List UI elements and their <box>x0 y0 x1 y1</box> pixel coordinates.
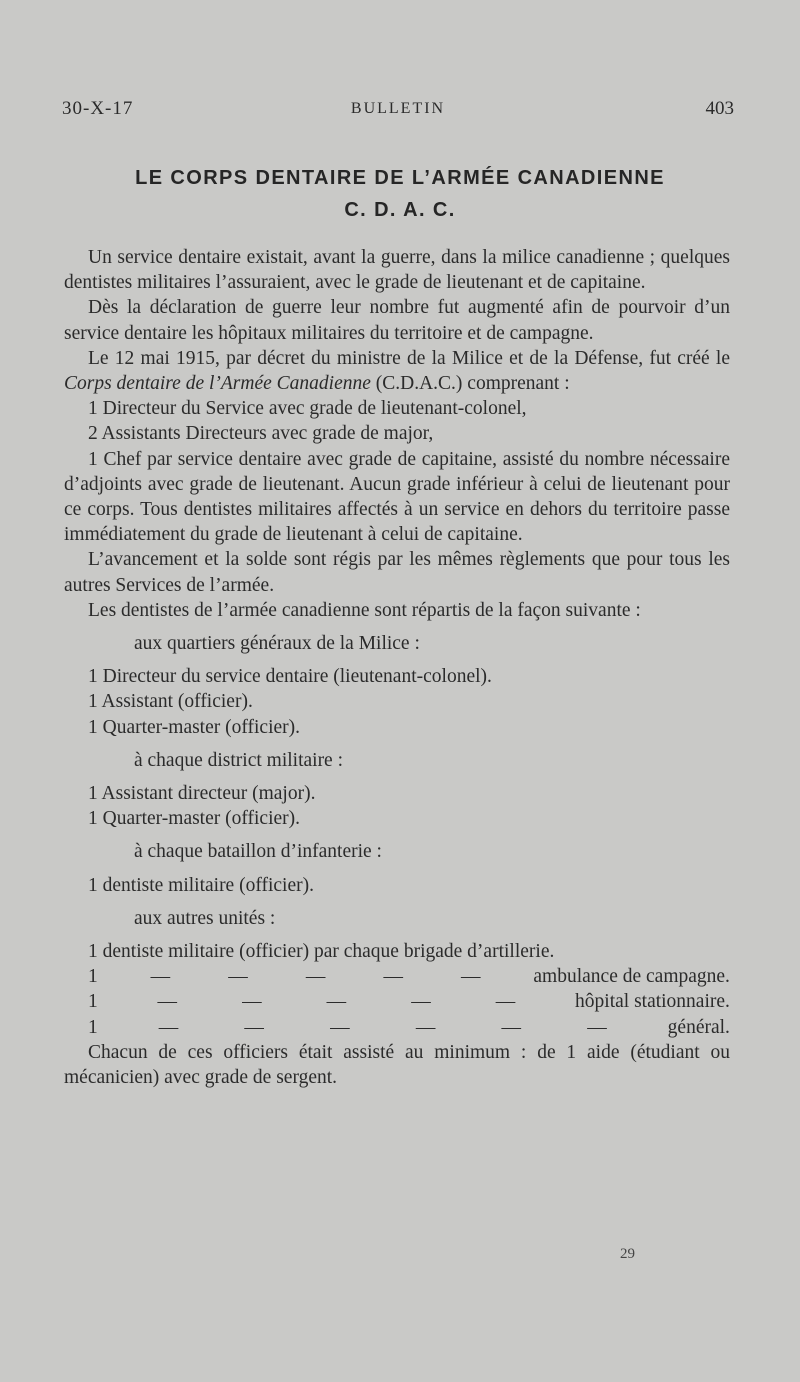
ditto-dash: — <box>587 1016 607 1038</box>
ditto-dash: — <box>326 991 347 1013</box>
list-item: 1 Directeur du service dentaire (lieutenant-colonel). <box>88 666 492 688</box>
signature-folio: 29 <box>620 1246 635 1262</box>
paragraph-1: Un service dentaire existait, avant la guerre, dans la milice canadienne ; quelques dentistes militaires l’assuraient, avec le grade de lieutenant et de capitaine. <box>64 247 730 294</box>
ditto-dash: — <box>157 991 178 1013</box>
ditto-row <box>64 989 730 1014</box>
section-heading: aux quartiers généraux de la Milice : <box>134 633 420 655</box>
ditto-dash: — <box>383 966 403 988</box>
corps-name-italic: Corps dentaire de l’Armée Canadienne <box>64 373 371 395</box>
list-item: 1 Quarter-master (officier). <box>88 808 301 830</box>
list-item: 1 Assistant directeur (major). <box>88 783 316 805</box>
header-page-number: 403 <box>705 98 734 119</box>
article-body <box>64 245 730 1090</box>
section-heading: à chaque district militaire : <box>134 749 344 771</box>
title-line-1: LE CORPS DENTAIRE DE L’ARMÉE CANADIENNE <box>135 167 665 189</box>
list-item: 2 Assistants Directeurs avec grade de major, <box>88 423 434 445</box>
running-header <box>62 98 734 128</box>
list-item: 1 Assistant (officier). <box>88 691 253 713</box>
header-journal: BULLETIN <box>350 100 446 117</box>
ditto-text: hôpital stationnaire. <box>575 991 730 1013</box>
ditto-dash: — <box>461 966 481 988</box>
section-heading: aux autres unités : <box>134 907 276 929</box>
section-heading: à chaque bataillon d’infanterie : <box>134 841 382 863</box>
ditto-row <box>64 964 730 989</box>
paragraph-4: L’avancement et la solde sont régis par les mêmes règlements que pour tous les autres Services de l’armée. <box>64 549 730 596</box>
ditto-dash: — <box>244 1016 264 1038</box>
ditto-number: 1 <box>88 966 98 988</box>
list-item: 1 dentiste militaire (officier) par chaque brigade d’artillerie. <box>88 941 555 963</box>
list-item: 1 Directeur du Service avec grade de lieutenant-colonel, <box>88 398 527 420</box>
list-item: 1 Chef par service dentaire avec grade de capitaine, assisté du nombre nécessaire d’adjoints avec grade de lieutenant. Aucun grade inférieur à celui de lieutenant pour ce corps. Tous dentistes militaires affectés à un service en dehors du territoire passe immédiatement du grade de lieutenant à celui de capitaine. <box>64 448 730 546</box>
ditto-number: 1 <box>88 1016 98 1038</box>
ditto-dash: — <box>501 1016 522 1038</box>
article-title <box>60 162 740 226</box>
paragraph-3-start: Le 12 mai 1915, par décret du ministre de la Milice et de la Défense, fut créé le <box>88 347 730 369</box>
ditto-row <box>64 1015 730 1040</box>
ditto-dash: — <box>330 1016 350 1038</box>
ditto-text: général. <box>667 1016 730 1038</box>
paragraph-5: Les dentistes de l’armée canadienne sont répartis de la façon suivante : <box>88 599 641 621</box>
list-item: 1 dentiste militaire (officier). <box>88 874 314 896</box>
ditto-dash: — <box>305 966 326 988</box>
ditto-dash: — <box>158 1016 179 1038</box>
ditto-text: ambulance de campagne. <box>533 966 730 988</box>
paragraph-3 <box>64 346 730 396</box>
ditto-dash: — <box>228 966 248 988</box>
ditto-dash: — <box>411 991 431 1013</box>
paragraph-2: Dès la déclaration de guerre leur nombre fut augmenté afin de pourvoir d’un service dentaire les hôpitaux militaires du territoire et de campagne. <box>64 297 730 344</box>
ditto-dash: — <box>415 1016 436 1038</box>
ditto-dash: — <box>150 966 171 988</box>
list-item: 1 Quarter-master (officier). <box>88 716 301 738</box>
paragraph-6: Chacun de ces officiers était assisté au minimum : de 1 aide (étudiant ou mécanicien) avec grade de sergent. <box>64 1041 730 1089</box>
header-date: 30-X-17 <box>62 98 134 119</box>
paragraph-3-end: (C.D.A.C.) comprenant : <box>370 373 570 395</box>
title-line-2: C. D. A. C. <box>344 199 456 221</box>
ditto-number: 1 <box>88 991 98 1013</box>
ditto-dash: — <box>495 991 516 1013</box>
ditto-dash: — <box>242 991 262 1013</box>
